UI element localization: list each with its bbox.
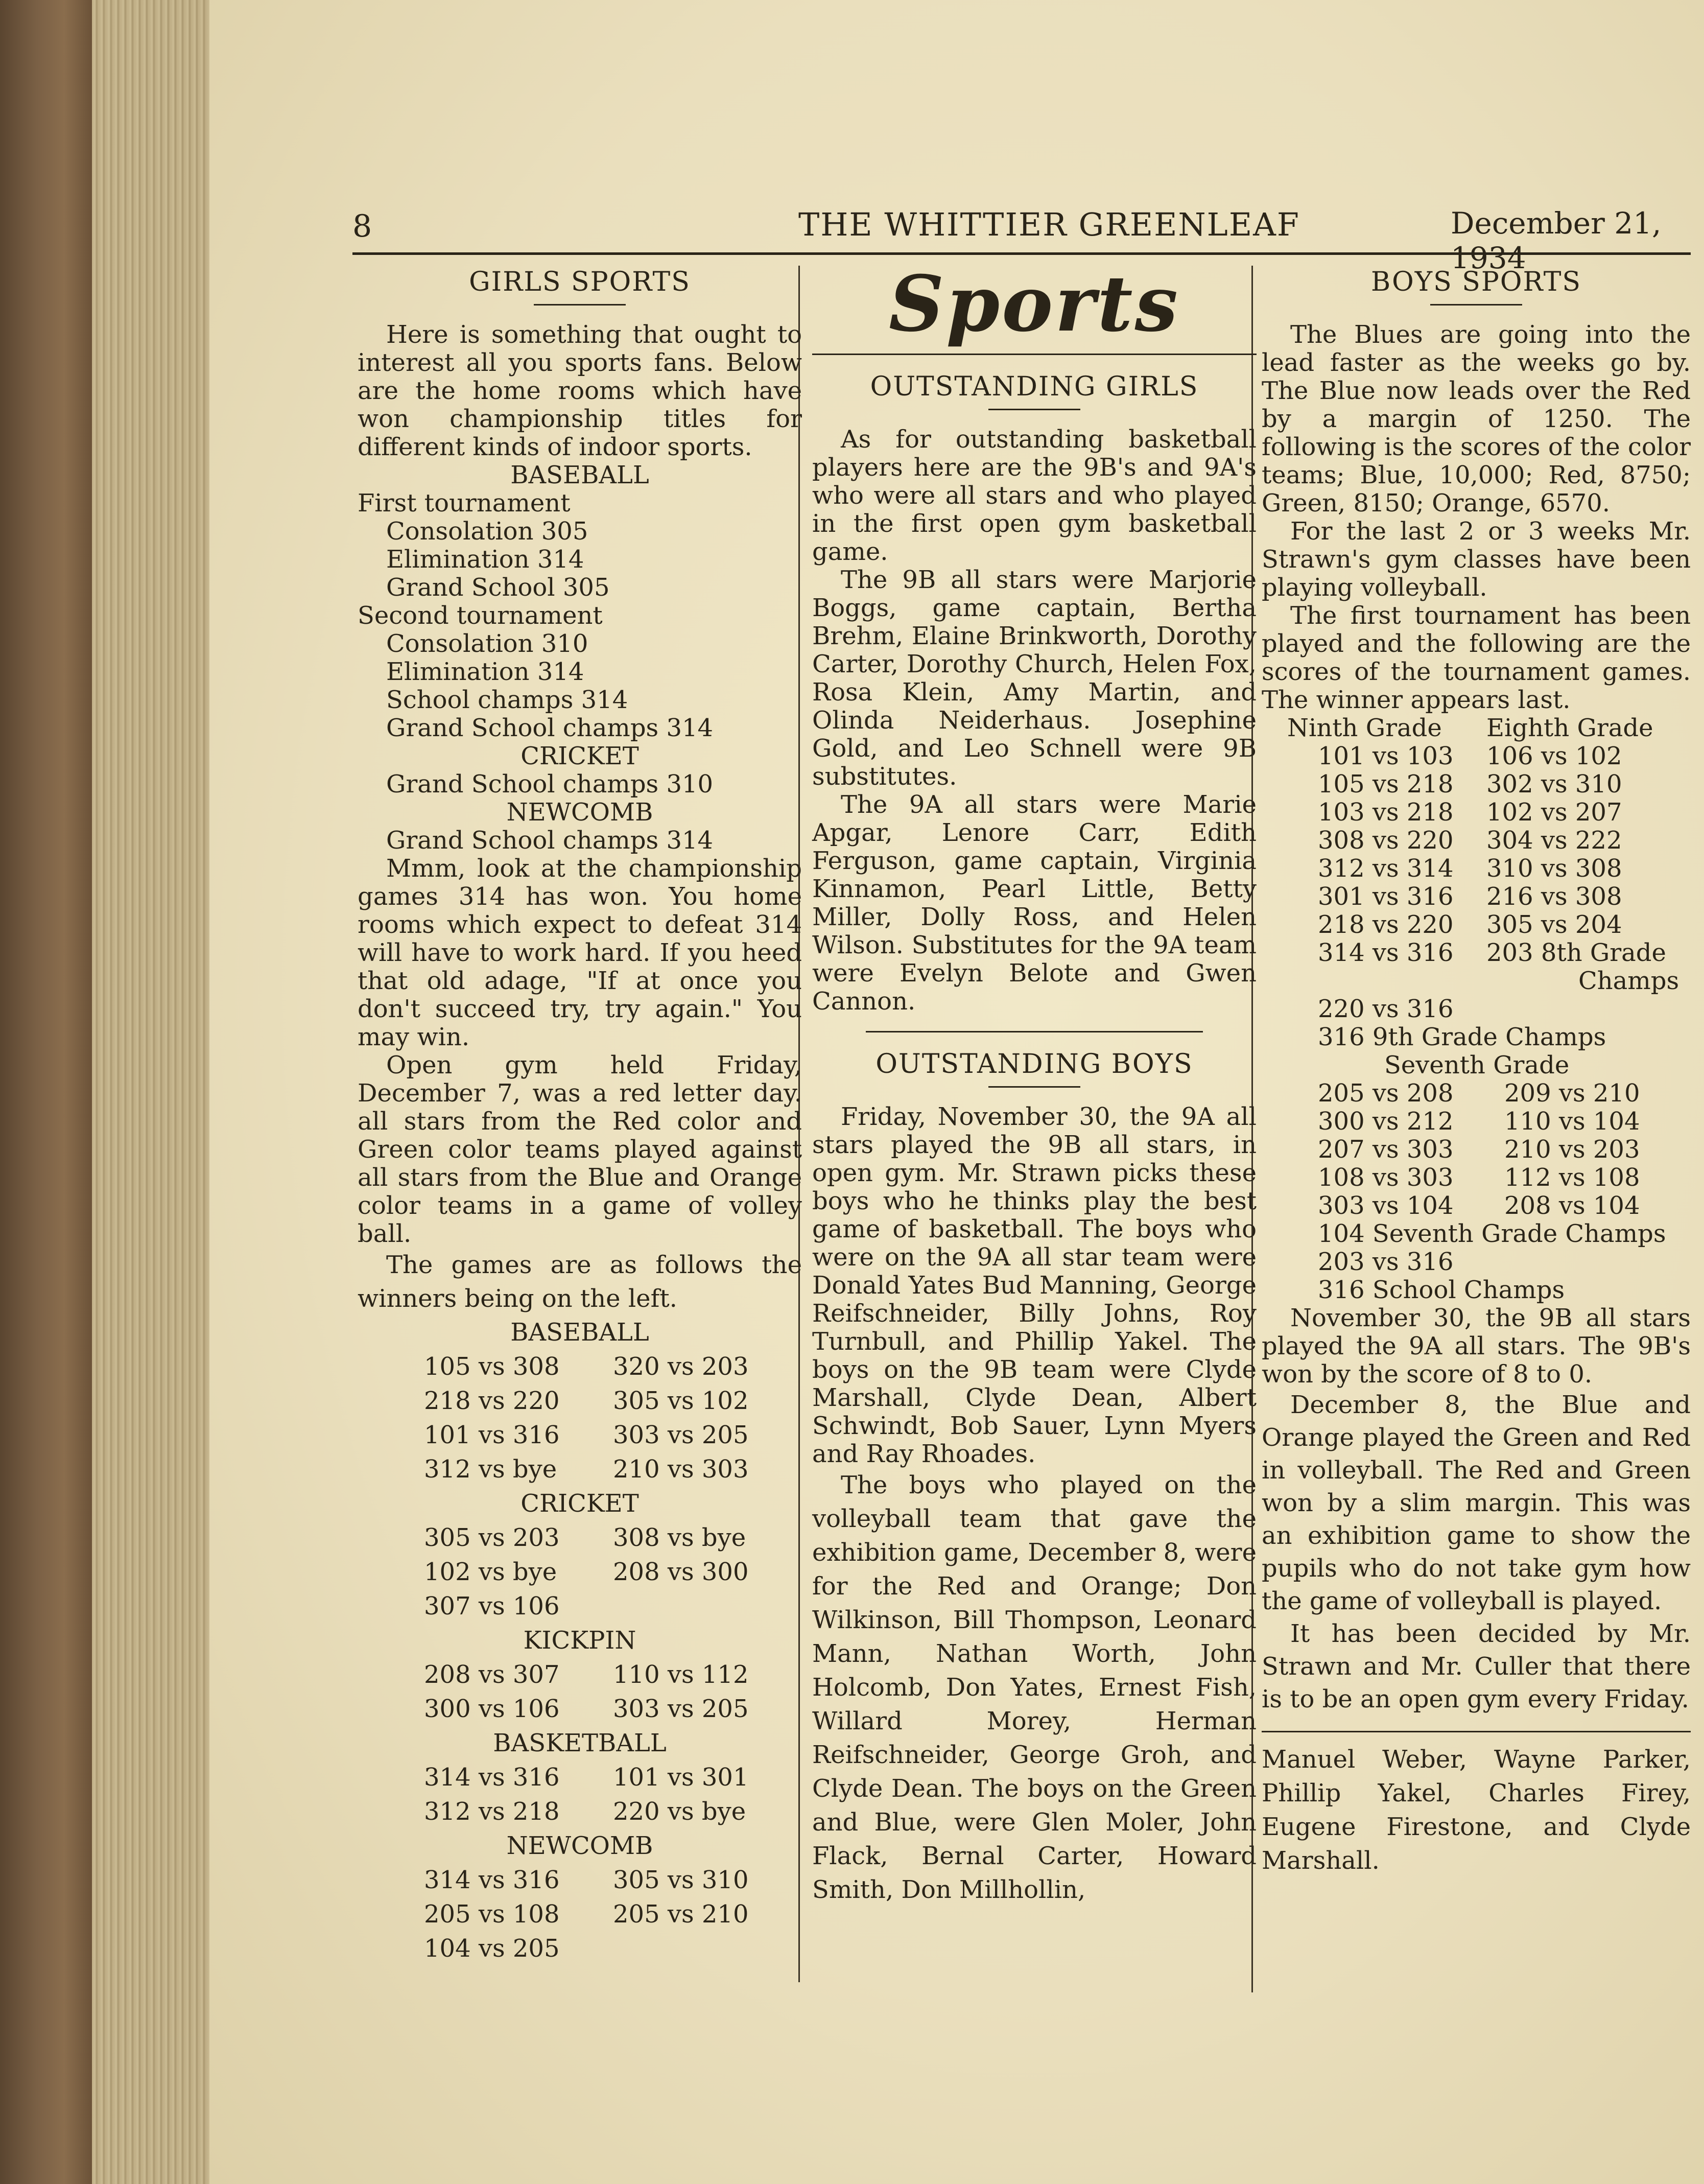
games-baseball-title: BASEBALL [510, 1318, 649, 1347]
game-entry: 218 vs 220 [424, 1387, 560, 1415]
game-row [358, 1350, 802, 1384]
game-row [358, 1795, 802, 1829]
game-entry: 312 vs 218 [424, 1797, 560, 1826]
seventh-champs: 104 Seventh Grade Champs [1318, 1219, 1666, 1248]
games-cricket [358, 1521, 802, 1624]
girls-games-list [358, 1316, 802, 1966]
game-entry: 320 vs 203 [613, 1352, 749, 1381]
eighth-game: 203 8th Grade [1486, 938, 1666, 967]
ninth-game: 301 vs 316 [1318, 882, 1454, 911]
eighth-champs-cont: Champs [1578, 967, 1679, 995]
game-entry: 101 vs 316 [424, 1421, 560, 1449]
game-entry: 305 vs 102 [613, 1387, 749, 1415]
game-entry: 104 vs 205 [424, 1934, 560, 1963]
game-entry: 308 vs bye [613, 1523, 746, 1552]
game-entry: 102 vs bye [424, 1558, 557, 1586]
game-entry: 305 vs 203 [424, 1523, 560, 1552]
st-elimination: Elimination 314 [386, 657, 584, 686]
boys-p6: It has been decided by Mr. Strawn and Mr. Culler that there is to be an open gym every Friday. [1262, 1619, 1691, 1713]
school-final: 203 vs 316 [1318, 1248, 1454, 1276]
game-row [1262, 827, 1691, 855]
boys-sports-column [1262, 266, 1691, 1877]
boys-p1: Friday, November 30, the 9A all stars played the 9B all stars, in open gym. Mr. Strawn picks these boys who he thinks play the best game of basketball. The boys who were on the 9A all star team were Donald Yates Bud Manning, George Reifschneider, Billy Johns, Roy Turnbull, and Phillip Yakel. The boys on the 9B team were Clyde Marshall, Clyde Dean, Albert Schwindt, Bob Sauer, Lynn Myers and Ray Rhoades. [812, 1102, 1257, 1468]
eighth-game: 304 vs 222 [1486, 826, 1622, 855]
paragraph-mmm: Mmm, look at the championship games 314 has won. You home rooms which expect to defeat 314 will have to work hard. If you heed that old adage, "If at once you don't succeed try, try again." You may win. [358, 854, 802, 1051]
game-row [1262, 1192, 1691, 1220]
girls-sports-column [358, 266, 802, 1966]
game-entry: 108 vs 303 [1318, 1163, 1454, 1192]
ninth-eighth-games [1262, 742, 1691, 967]
st-school: School champs 314 [386, 686, 628, 714]
girls-p3: The 9A all stars were Marie Apgar, Lenore Carr, Edith Ferguson, game captain, Virginia Kinnamon, Pearl Little, Betty Miller, Dolly Ross, and Helen Wilson. Substitutes for the 9A team were Evelyn Belote and Gwen Cannon. [812, 790, 1257, 1016]
game-row [1262, 911, 1691, 939]
baseball-title: BASEBALL [510, 461, 649, 489]
game-entry: 220 vs bye [613, 1797, 746, 1826]
ninth-champs: 316 9th Grade Champs [1318, 1023, 1606, 1051]
game-row [358, 1384, 802, 1418]
game-row [1262, 855, 1691, 883]
outstanding-column [812, 259, 1257, 1907]
game-entry: 205 vs 108 [424, 1900, 560, 1929]
game-row [358, 1521, 802, 1555]
game-entry: 208 vs 300 [613, 1558, 749, 1586]
eighth-game: 106 vs 102 [1486, 742, 1622, 770]
newspaper-title: THE WHITTIER GREENLEAF [798, 206, 1300, 243]
game-entry: 208 vs 104 [1504, 1191, 1640, 1220]
paragraph-open-gym: Open gym held Friday, December 7, was a red letter day. all stars from the Red color and Green color teams played against all stars from the Blue and Orange color teams in a game of volley ball. [358, 1051, 802, 1248]
bottom-rule [1262, 1731, 1691, 1732]
game-row [1262, 799, 1691, 827]
game-row [1262, 883, 1691, 911]
game-row [1262, 939, 1691, 967]
seventh-title: Seventh Grade [1384, 1051, 1570, 1079]
st-consolation: Consolation 310 [386, 629, 588, 658]
game-entry: 210 vs 303 [613, 1455, 749, 1484]
game-entry: 209 vs 210 [1504, 1079, 1640, 1108]
school-champs: 316 School Champs [1318, 1276, 1565, 1304]
game-row [358, 1418, 802, 1452]
game-row [358, 1932, 802, 1966]
game-entry [613, 1589, 802, 1624]
game-entry: 101 vs 301 [613, 1763, 749, 1792]
boys-p2: The boys who played on the volleyball team that gave the exhibition game, December 8, were for the Red and Orange; Don Wilkinson, Bill Thompson, Leonard Mann, Nathan Worth, John Holcomb, Don Yates, Ernest Fish, Willard Morey, Herman Reifschneider, George Groh, and Clyde Dean. The boys on the Green and Blue, were Glen Moler, John Flack, Bernal Carter, Howard Smith, Don Millhollin, [812, 1471, 1257, 1904]
ninth-game: 312 vs 314 [1318, 854, 1454, 883]
cricket-grand: Grand School champs 310 [386, 770, 714, 799]
game-entry: 105 vs 308 [424, 1352, 560, 1381]
game-entry: 303 vs 205 [613, 1695, 749, 1723]
section-rule [866, 1031, 1203, 1032]
eighth-game: 102 vs 207 [1486, 798, 1622, 827]
game-row [1262, 1108, 1691, 1136]
boys-sports-rule [1430, 304, 1522, 306]
games-newcomb-title: NEWCOMB [506, 1831, 653, 1860]
game-row [358, 1760, 802, 1795]
ninth-final: 220 vs 316 [1318, 995, 1454, 1023]
newcomb-title: NEWCOMB [506, 798, 653, 827]
girls-heading-rule [988, 409, 1080, 410]
grade-titles [1262, 714, 1691, 742]
game-entry: 303 vs 104 [1318, 1191, 1454, 1220]
ninth-game: 103 vs 218 [1318, 798, 1454, 827]
st-grand: Grand School champs 314 [386, 714, 714, 742]
games-kickpin-title: KICKPIN [523, 1626, 636, 1655]
games-basketball-title: BASKETBALL [493, 1729, 667, 1757]
game-row [358, 1658, 802, 1692]
seventh-games [1262, 1079, 1691, 1220]
game-row [1262, 770, 1691, 799]
game-entry: 307 vs 106 [424, 1592, 560, 1621]
game-row [358, 1692, 802, 1726]
game-entry: 210 vs 203 [1504, 1135, 1640, 1164]
game-row [358, 1452, 802, 1487]
game-entry: 110 vs 112 [613, 1660, 749, 1689]
girls-p2: The 9B all stars were Marjorie Boggs, game captain, Bertha Brehm, Elaine Brinkworth, Dorothy Carter, Dorothy Church, Helen Fox, Rosa Klein, Amy Martin, and Olinda Neiderhaus. Josephine Gold, and Leo Schnell were 9B substitutes. [812, 566, 1257, 791]
ft-elimination: Elimination 314 [386, 545, 584, 574]
game-entry: 314 vs 316 [424, 1763, 560, 1792]
ninth-game: 314 vs 316 [1318, 938, 1454, 967]
game-row [358, 1589, 802, 1624]
game-row [1262, 1136, 1691, 1164]
page-number: 8 [352, 208, 372, 244]
boys-sports-heading: BOYS SPORTS [1370, 267, 1582, 297]
games-basketball [358, 1760, 802, 1829]
paragraph-games: The games are as follows the winners being on the left. [358, 1251, 802, 1313]
game-entry: 305 vs 310 [613, 1866, 749, 1894]
ninth-grade-title: Ninth Grade [1287, 714, 1442, 742]
game-row [1262, 1079, 1691, 1108]
game-entry: 300 vs 106 [424, 1695, 560, 1723]
page-edges [92, 0, 209, 2184]
game-entry: 110 vs 104 [1504, 1107, 1640, 1136]
ninth-game: 308 vs 220 [1318, 826, 1454, 855]
game-entry [613, 1932, 802, 1966]
games-baseball [358, 1350, 802, 1487]
boys-p2: For the last 2 or 3 weeks Mr. Strawn's gym classes have been playing volleyball. [1262, 517, 1691, 602]
boys-p5: December 8, the Blue and Orange played the Green and Red in volleyball. The Red and Green won by a slim margin. This was an exhibition game to show the pupils who do not take gym how the game of volleyball is played. [1262, 1391, 1691, 1615]
game-entry: 208 vs 307 [424, 1660, 560, 1689]
outstanding-girls-heading: OUTSTANDING GIRLS [870, 371, 1199, 402]
games-newcomb [358, 1863, 802, 1966]
ninth-game: 218 vs 220 [1318, 910, 1454, 939]
ninth-game: 105 vs 218 [1318, 770, 1454, 799]
game-entry: 300 vs 212 [1318, 1107, 1454, 1136]
game-entry: 312 vs bye [424, 1455, 557, 1484]
game-row [358, 1555, 802, 1589]
game-row [358, 1863, 802, 1897]
second-tournament: Second tournament [358, 601, 603, 630]
heading-rule [534, 304, 626, 306]
eighth-game: 302 vs 310 [1486, 770, 1622, 799]
game-entry: 314 vs 316 [424, 1866, 560, 1894]
boys-p3: The first tournament has been played and the following are the scores of the tournament games. The winner appears last. [1262, 601, 1691, 714]
girls-intro: Here is something that ought to interest all you sports fans. Below are the home rooms which have won championship titles for different kinds of indoor sports. [358, 320, 802, 461]
eighth-grade-title: Eighth Grade [1486, 714, 1653, 742]
game-entry: 205 vs 210 [613, 1900, 749, 1929]
page-header [352, 203, 1691, 275]
game-row [358, 1897, 802, 1932]
game-entry: 112 vs 108 [1504, 1163, 1640, 1192]
game-row [1262, 1164, 1691, 1192]
girls-sports-heading: GIRLS SPORTS [469, 267, 691, 297]
eighth-game: 216 vs 308 [1486, 882, 1622, 911]
sports-logo: Sports [888, 259, 1180, 349]
eighth-game: 305 vs 204 [1486, 910, 1622, 939]
newcomb-grand: Grand School champs 314 [386, 826, 714, 855]
game-entry: 205 vs 208 [1318, 1079, 1454, 1108]
boys-p7: Manuel Weber, Wayne Parker, Phillip Yakel, Charles Firey, Eugene Firestone, and Clyde Marshall. [1262, 1745, 1691, 1875]
outstanding-boys-heading: OUTSTANDING BOYS [875, 1049, 1193, 1079]
games-kickpin [358, 1658, 802, 1726]
game-entry: 207 vs 303 [1318, 1135, 1454, 1164]
ft-grand: Grand School 305 [386, 573, 610, 602]
games-cricket-title: CRICKET [520, 1489, 639, 1518]
eighth-game: 310 vs 308 [1486, 854, 1622, 883]
boys-heading-rule [988, 1086, 1080, 1088]
book-binding [0, 0, 92, 2184]
game-row [1262, 742, 1691, 770]
girls-p1: As for outstanding basketball players here are the 9B's and 9A's who were all stars and who played in the first open gym basketball game. [812, 425, 1257, 566]
first-tournament: First tournament [358, 489, 571, 518]
game-entry: 303 vs 205 [613, 1421, 749, 1449]
boys-p4: November 30, the 9B all stars played the 9A all stars. The 9B's won by the score of 8 to 0. [1262, 1304, 1691, 1389]
issue-date: December 21, 1934 [1451, 206, 1662, 275]
ft-consolation: Consolation 305 [386, 517, 588, 546]
logo-rule [812, 354, 1257, 355]
boys-p1: The Blues are going into the lead faster as the weeks go by. The Blue now leads over the Red by a margin of 1250. The following is the scores of the color teams; Blue, 10,000; Red, 8750; Green, 8150; Orange, 6570. [1262, 320, 1691, 518]
ninth-game: 101 vs 103 [1318, 742, 1454, 770]
cricket-title: CRICKET [520, 742, 639, 770]
